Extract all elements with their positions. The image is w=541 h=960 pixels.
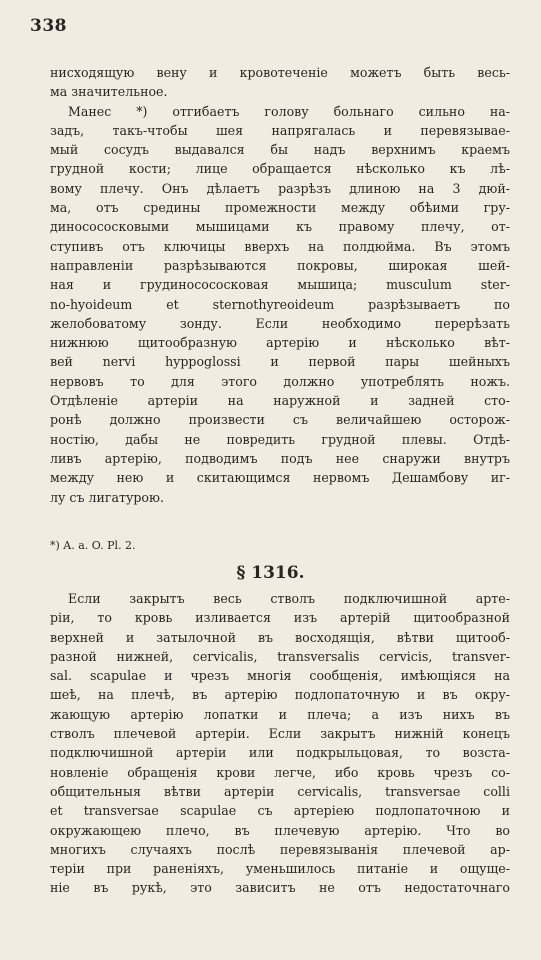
text-line: лу съ лигатурою. xyxy=(50,489,164,505)
text-line: Манес *) отгибаетъ голову больнаго сильно на- xyxy=(68,103,510,119)
text-line: шеѣ, на плечѣ, въ артерію подлопаточную и въ окру- xyxy=(50,687,510,703)
text-line: грудной кости; лице обращается нѣсколько къ лѣ- xyxy=(50,161,510,177)
text-line: ма значительное. xyxy=(50,84,168,100)
text-line: ступивъ отъ ключицы вверхъ на полдюйма. Въ этомъ xyxy=(50,238,510,254)
text-line: новленіе обращенія крови легче, ибо кровь чрезъ со- xyxy=(50,764,510,780)
text-line: верхней и затылочной въ восходящія, вѣтви щитооб- xyxy=(50,629,510,645)
text-line: желобоватому зонду. Если необходимо перерѣзать xyxy=(50,315,510,331)
text-line: нисходящую вену и кровотеченіе можетъ быть весь- xyxy=(50,65,510,80)
text-line: разной нижней, cervicalis, transversalis cervicis, transver- xyxy=(50,648,510,664)
text-line: Отдѣленіе артеріи на наружной и задней сто- xyxy=(50,393,510,409)
main-text-lower xyxy=(50,589,510,898)
text-line: нижнюю щитообразную артерію и нѣсколько вѣт- xyxy=(50,335,510,351)
text-line: Если закрытъ весь стволъ подключишной арте- xyxy=(68,591,510,606)
text-line: no-hyoideum et sternothyreoideum разрѣзываетъ по xyxy=(50,296,510,312)
text-line: ніе въ рукѣ, это зависитъ не отъ недостаточнаго xyxy=(50,880,510,896)
main-text-upper xyxy=(50,63,510,507)
text-line: задъ, такъ-чтобы шея напрягалась и перевязывае- xyxy=(50,122,510,138)
page-number: 338 xyxy=(30,16,67,36)
text-line: вому плечу. Онъ дѣлаетъ разрѣзъ длиною на 3 дюй- xyxy=(50,180,510,196)
text-line: окружающею плечо, въ плечевую артерію. Что во xyxy=(50,822,510,838)
text-line: sal. scapulae и чрезъ многія сообщенія, имѣющіяся на xyxy=(50,668,510,684)
section-heading: § 1316. xyxy=(236,563,305,583)
text-line: et transversae scapulae съ артеріею подлопаточною и xyxy=(50,803,510,819)
text-line: нервовъ то для этого должно употреблять ножъ. xyxy=(50,373,510,389)
footnote: *) A. a. O. Pl. 2. xyxy=(50,539,136,552)
text-line: теріи при раненіяхъ, уменьшилось питаніе и ощуще- xyxy=(50,861,510,877)
text-line: вей nervi hyppoglossi и первой пары шейныхъ xyxy=(50,354,510,370)
text-line: между нею и скитающимся нервомъ Дешамбову иг- xyxy=(50,470,510,486)
text-line: многихъ случаяхъ послѣ перевязыванія плечевой ар- xyxy=(50,841,510,857)
text-line: жающую артерію лопатки и плеча; а изъ нихъ въ xyxy=(50,706,510,722)
text-line: ма, отъ средины промежности между обѣими гру- xyxy=(50,200,510,216)
text-line: ронѣ должно произвести съ величайшею осторож- xyxy=(50,412,510,428)
text-line: ная и грудиносососковая мышица; musculum ster- xyxy=(50,277,510,293)
text-line: общительныя вѣтви артеріи cervicalis, transversae colli xyxy=(50,783,510,799)
text-line: ріи, то кровь изливается изъ артерій щитообразной xyxy=(50,610,510,626)
text-line: мый сосудъ выдавался бы надъ верхнимъ краемъ xyxy=(50,142,510,158)
text-line: направленіи разрѣзываются покровы, широкая шей- xyxy=(50,257,510,273)
text-line: ностію, дабы не повредить грудной плевы. Отдѣ- xyxy=(50,431,510,447)
text-line: стволъ плечевой артеріи. Если закрытъ нижній конецъ xyxy=(50,726,510,742)
text-line: подключишной артеріи или подкрыльцовая, то возста- xyxy=(50,745,510,761)
text-line: ливъ артерію, подводимъ подъ нее снаружи внутръ xyxy=(50,450,510,466)
text-line: диносососковыми мышицами къ правому плечу, от- xyxy=(50,219,510,235)
